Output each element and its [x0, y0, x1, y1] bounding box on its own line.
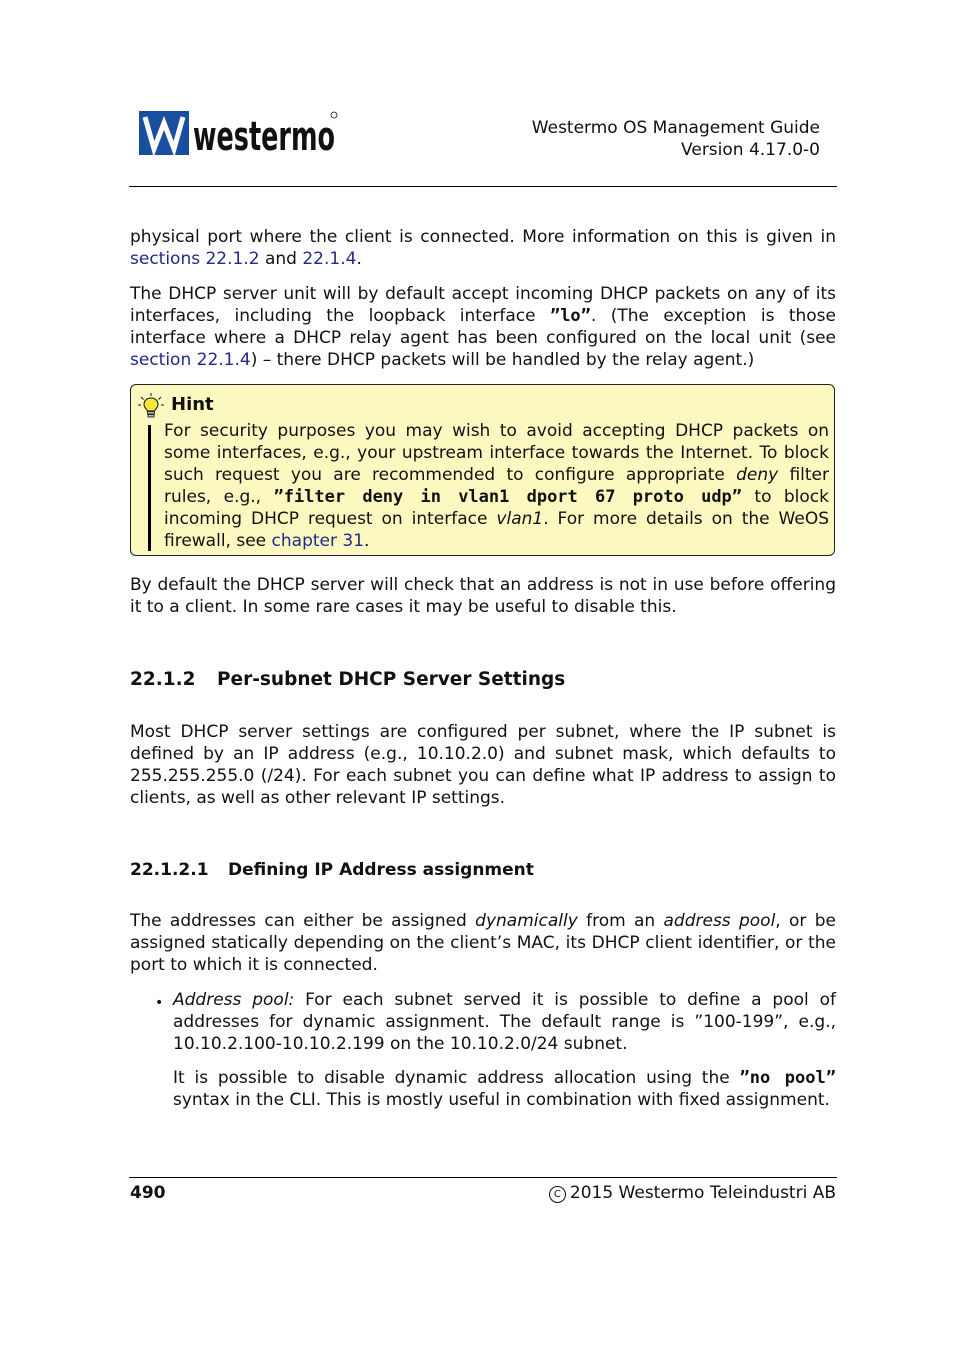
- text: to block incoming DHCP request on interface: [164, 487, 829, 529]
- bullet-marker: •: [155, 995, 164, 1011]
- text: The DHCP server unit will by default accept incoming DHCP packets on any of its interfaces, including the loopback interface: [130, 284, 836, 326]
- copyright: [549, 1183, 836, 1203]
- copyright-text: 2015 Westermo Teleindustri AB: [569, 1183, 836, 1203]
- text: . For more details on the WeOS firewall, see: [164, 509, 829, 551]
- text: .: [356, 249, 362, 269]
- text: It is possible to disable dynamic address allocation using the: [173, 1068, 740, 1088]
- link-sections-22-1-2[interactable]: sections 22.1.2: [130, 249, 260, 269]
- westermo-logo: [139, 109, 339, 160]
- text: ) – there DHCP packets will be handled by the relay agent.): [250, 350, 755, 370]
- copyright-icon: C: [549, 1186, 566, 1203]
- link-section-22-1-4[interactable]: section 22.1.4: [130, 350, 251, 370]
- link-chapter-31[interactable]: chapter 31: [271, 531, 365, 551]
- text: and: [259, 249, 303, 269]
- section-heading-22-1-2-1: [130, 860, 836, 880]
- section-title: Defining IP Address assignment: [228, 860, 534, 880]
- paragraph-intro: [130, 226, 836, 270]
- link-22-1-4[interactable]: 22.1.4: [302, 249, 357, 269]
- text: For security purposes you may wish to avoid accepting DHCP packets on some interfaces, e.g., your upstream interface towards the Internet. To block such request you are recommended to configure appropriate: [164, 421, 829, 485]
- guide-title: Westermo OS Management Guide: [531, 118, 820, 138]
- section-number: 22.1.2: [130, 669, 196, 690]
- paragraph-address-check: [130, 574, 836, 618]
- guide-version: Version 4.17.0-0: [681, 140, 820, 160]
- list-item-address-pool: [173, 989, 836, 1055]
- header-rule: [129, 186, 837, 187]
- text: , or be assigned statically depending on the client’s MAC, its DHCP client identifier, or the port to which it is connected.: [130, 911, 836, 975]
- section-heading-22-1-2: [130, 669, 836, 690]
- document-header: [532, 117, 820, 161]
- text: filter rules, e.g.,: [164, 465, 829, 507]
- text: from an: [577, 911, 664, 931]
- text: Most DHCP server settings are configured per subnet, where the IP subnet is defined by an IP address (e.g., 10.10.2.0) and subnet mask, which defaults to 255.255.255.0 (/24). For each subnet you can define what IP address to assign to clients, as well as other relevant IP settings.: [130, 722, 836, 808]
- hint-body: [164, 420, 829, 552]
- em-deny: deny: [736, 465, 779, 485]
- text: For each subnet served it is possible to define a pool of addresses for dynamic assignment. The default range is ”100-199”, e.g., 10.10.2.100-10.10.2.199 on the 10.10.2.0/24 subnet.: [173, 990, 836, 1054]
- hint-title: Hint: [171, 394, 214, 415]
- section-number: 22.1.2.1: [130, 860, 209, 880]
- paragraph-dhcp-default: [130, 283, 836, 371]
- text: physical port where the client is connected. More information on this is given in: [130, 227, 836, 247]
- footer-rule: [129, 1177, 837, 1178]
- hint-box: [130, 384, 835, 556]
- text: .: [364, 531, 370, 551]
- em-vlan1: vlan1: [496, 509, 544, 529]
- em-address-pool-label: Address pool:: [173, 990, 295, 1010]
- em-address-pool: address pool: [663, 911, 776, 931]
- paragraph-assignment: [130, 910, 836, 976]
- code-filter-rule: ”filter deny in vlan1 dport 67 proto udp”: [273, 487, 743, 507]
- page-number: 490: [130, 1183, 166, 1203]
- paragraph-per-subnet: [130, 721, 836, 809]
- list-item-address-pool-note: [173, 1067, 836, 1111]
- code-no-pool: ”no pool”: [739, 1068, 836, 1088]
- logo-wordmark: westermo: [193, 114, 335, 160]
- hint-rule: [148, 425, 151, 551]
- section-title: Per-subnet DHCP Server Settings: [217, 669, 566, 690]
- text: The addresses can either be assigned: [130, 911, 476, 931]
- code-lo: ”lo”: [549, 306, 591, 326]
- em-dynamically: dynamically: [475, 911, 578, 931]
- text: . (The exception is those interface where a DHCP relay agent has been configured on the local unit (see: [130, 306, 836, 348]
- text: By default the DHCP server will check that an address is not in use before offering it to a client. In some rare cases it may be useful to disable this.: [130, 575, 836, 617]
- lightbulb-icon: [137, 392, 165, 420]
- text: syntax in the CLI. This is mostly useful in combination with fixed assignment.: [173, 1090, 830, 1110]
